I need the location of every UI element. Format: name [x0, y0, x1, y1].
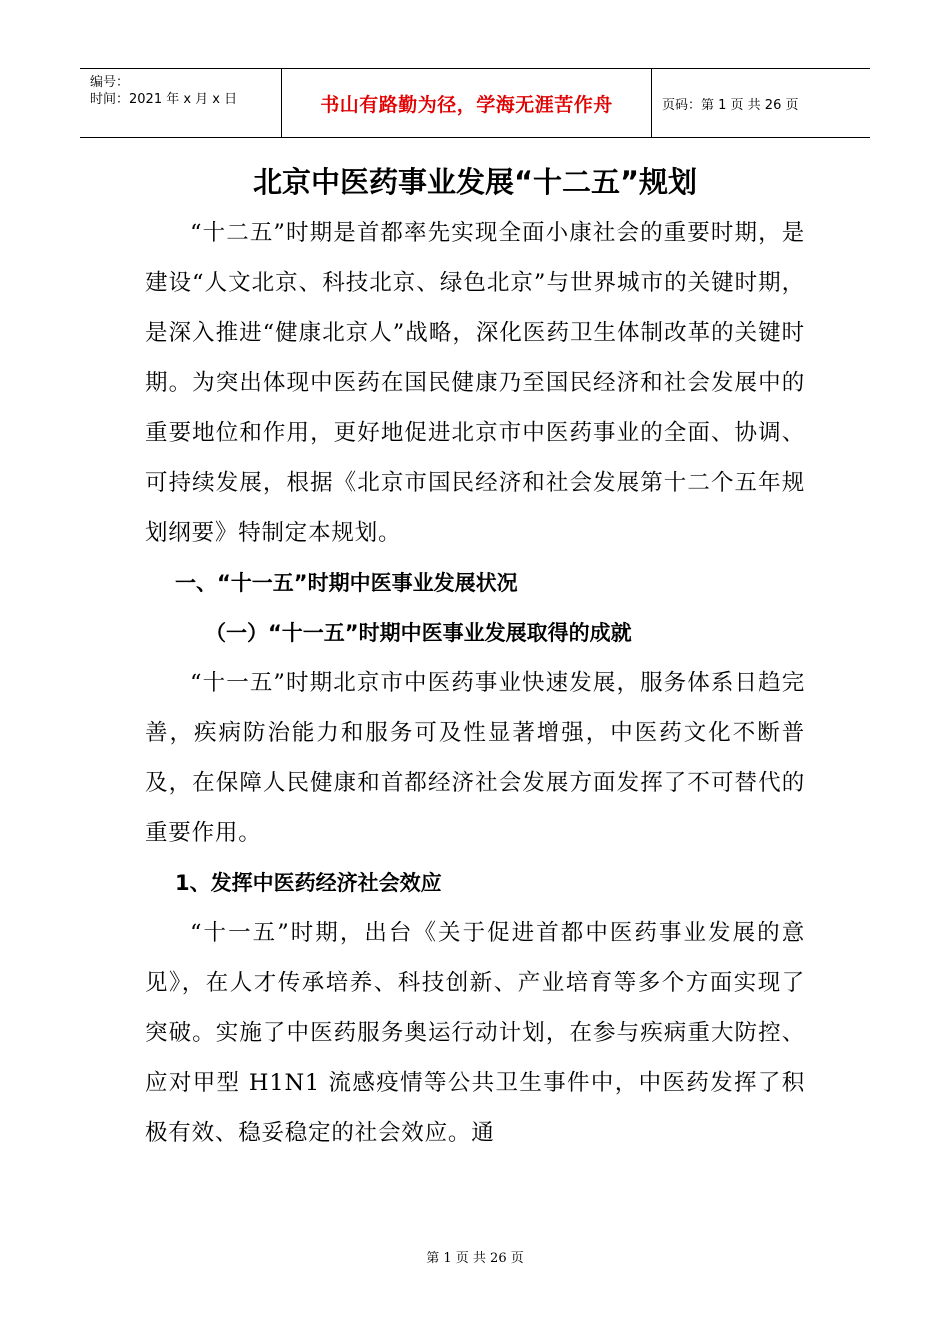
header-motto: 书山有路勤为径，学海无涯苦作舟 [282, 69, 652, 137]
document-title: 北京中医药事业发展“十二五”规划 [252, 165, 698, 199]
date-label: 时间：2021 年 x 月 x 日 [90, 92, 238, 107]
document-header [80, 68, 870, 138]
intro-paragraph: “十二五”时期是首都率先实现全面小康社会的重要时期，是建设“人文北京、科技北京、绿色北京”与世界城市的关键时期，是深入推进“健康北京人”战略，深化医药卫生体制改革的关键时期。为突出体现中医药在国民健康乃至国民经济和社会发展中的重要地位和作用，更好地促进北京市中医药事业的全面、协调、可持续发展，根据《北京市国民经济和社会发展第十二个五年规划纲要》特制定本规划。 [145, 220, 805, 546]
subsection-heading: （一）“十一五”时期中医事业发展取得的成就 [205, 621, 632, 645]
effect-paragraph: “十一五”时期，出台《关于促进首都中医药事业发展的意见》，在人才传承培养、科技创新、产业培育等多个方面实现了突破。实施了中医药服务奥运行动计划，在参与疾病重大防控、应对甲型 H1N1 流感疫情等公共卫生事件中，中医药发挥了积极有效、稳妥稳定的社会效应。通 [145, 920, 805, 1146]
achievement-paragraph: “十一五”时期北京市中医药事业快速发展，服务体系日趋完善，疾病防治能力和服务可及性显著增强，中医药文化不断普及，在保障人民健康和首都经济社会发展方面发挥了不可替代的重要作用。 [145, 670, 805, 846]
number-label: 编号： [90, 75, 130, 90]
header-meta [80, 69, 282, 137]
header-page-info: 页码：第 1 页 共 26 页 [662, 97, 799, 113]
page-footer: 第 1 页 共 26 页 [426, 1251, 524, 1266]
document-body [145, 208, 805, 1158]
section-heading: 一、“十一五”时期中医事业发展状况 [175, 571, 518, 595]
item-heading: 1、发挥中医药经济社会效应 [175, 871, 442, 895]
